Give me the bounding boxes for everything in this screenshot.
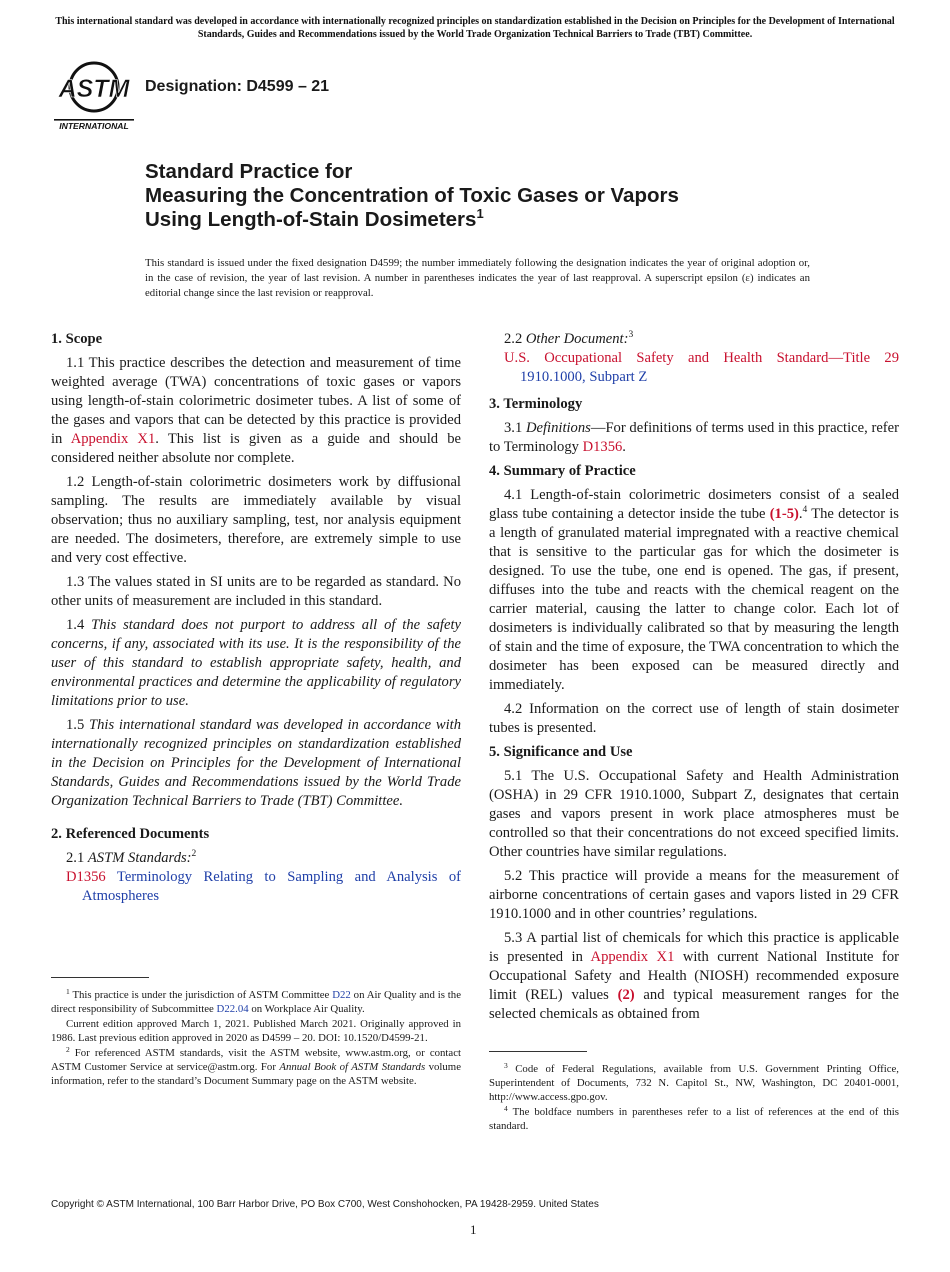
ref-1-5-link[interactable]: (1-5) (769, 506, 799, 522)
top-notice: This international standard was developed in accordance with internationally recognized principles on standardization established in the Decision on Principles for the Development of International Standards, Guides and Recommendations issued by the World Trade Organization Technical Barriers to Trade (TBT) Committee. (55, 16, 895, 40)
copyright: Copyright © ASTM International, 100 Barr Harbor Drive, PO Box C700, West Conshohocken, PA 19428-2959. United States (51, 1199, 599, 1210)
page-number: 1 (470, 1222, 477, 1237)
para-1-5: 1.5 This international standard was developed in accordance with internationally recognized principles on standardization established in the Decision on Principles for the Development of International Standards, Guides and Recommendations issued by the World Trade Organization Technical Barriers to Trade (TBT) Committee. (51, 717, 462, 809)
left-column (51, 330, 461, 911)
document-title (145, 160, 845, 232)
d1356-title-link[interactable]: Terminology Relating to Sampling and Analysis of Atmospheres (82, 869, 462, 904)
para-1-2: 1.2 Length-of-stain colorimetric dosimeters work by diffusional sampling. The results are immediately available by visual observation; thus no auxiliary sampling, test, nor analysis equipment are needed. The dosimeters, therefore, are extremely simple to use and very cost effective. (51, 474, 461, 566)
footnote-rule-right (489, 1051, 587, 1052)
designation-label: Designation: (145, 78, 242, 95)
title-line-3: Using Length-of-Stain Dosimeters$^1$ (145, 206, 484, 231)
para-4-1: 4.1 Length-of-stain colorimetric dosimeters consist of a sealed glass tube containing a detector inside the tube (1-5).$^4$ The detector is a length of granulated material impregnated with a reactive chemical that is sensitive to the particular gas for which the dosimeter is designed. To use the tube, one end is opened. The gas, if present, diffuses into the tube and reacts with the chemical reagent on the carrier material, causing the latter to change color. Each lot of dosimeters is individually calibrated so that by measuring the length of stain and the time of exposure, the TWA concentration to which the dosimeter has been exposed can be measured directly and immediately. (489, 487, 899, 693)
d22-link[interactable]: D22 (332, 989, 351, 1001)
footnote-ref-3[interactable]: 3 (628, 330, 634, 340)
para-5-2: 5.2 This practice will provide a means for the measurement of airborne concentrations of certain gases and vapors listed in 29 CFR 1910.1000 and in other countries’ regulations. (489, 868, 899, 922)
title-footnote-ref[interactable]: 1 (476, 206, 484, 221)
d1356-terminology-link[interactable]: D1356 (582, 439, 623, 455)
right-column (489, 330, 899, 1029)
para-1-1: 1.1 This practice describes the detection and measurement of time weighted average (TWA) concentrations of toxic gases or vapors using length-of-stain colorimetric dosimeter tubes. A list of some of the gases and vapors that can be detected by this practice is provided in Appendix X1. This list is given as a guide and should be considered neither absolute nor complete. (51, 355, 462, 466)
para-4-2: 4.2 Information on the correct use of length of stain dosimeter tubes is presented. (489, 701, 899, 736)
designation (145, 78, 329, 96)
ref-2-link[interactable]: (2) (617, 987, 635, 1003)
issue-note: This standard is issued under the fixed designation D4599; the number immediately following the designation indicates the year of original adoption or, in the case of revision, the year of last revision. A number in parentheses indicates the year of last reapproval. A superscript epsilon (ε) indicates an editorial change since the last revision or reapproval. (145, 257, 810, 299)
title-line-1: Standard Practice for (145, 160, 353, 183)
footnote-ref-2[interactable]: 2 (191, 849, 197, 859)
para-5-3: 5.3 A partial list of chemicals for which this practice is applicable is presented in Appendix X1 with current National Institute for Occupational Safety and Health (NIOSH) recommended exposure limit (REL) values (2) and typical measurement ranges for the selected chemicals as obtained from (489, 930, 899, 1022)
section-heading-summary: 4. Summary of Practice (489, 463, 636, 479)
footnote-2: $^2$ For referenced ASTM standards, visit the ASTM website, www.astm.org, or contact ASTM Customer Service at service@astm.org. For Annual Book of ASTM Standards volume information, refer to the standard’s Document Summary page on the ASTM website. (51, 1045, 461, 1087)
footnote-1: $^1$ This practice is under the jurisdiction of ASTM Committee D22 on Air Quality and is the direct responsibility of Subcommittee D22.04 on Workplace Air Quality. (51, 987, 461, 1015)
appendix-x1-link[interactable]: Appendix X1 (70, 431, 156, 447)
para-2-1: 2.1 ASTM Standards:$^2$ (66, 849, 197, 866)
section-heading-scope: 1. Scope (51, 331, 103, 347)
section-heading-referenced: 2. Referenced Documents (51, 826, 210, 842)
logo-text: ASTM (58, 75, 130, 103)
section-heading-significance: 5. Significance and Use (489, 744, 633, 760)
title-line-2: Measuring the Concentration of Toxic Gases or Vapors (145, 184, 679, 207)
osha-standard-link[interactable]: U.S. Occupational Safety and Health Standard—Title 29 (504, 350, 899, 366)
para-1-4: 1.4 This standard does not purport to address all of the safety concerns, if any, associated with its use. It is the responsibility of the user of this standard to establish appropriate safety, health, and environmental practices and determine the applicability of regulatory limitations prior to use. (51, 617, 461, 709)
para-3-1: 3.1 Definitions—For definitions of terms used in this practice, refer to Terminology D1356. (489, 420, 900, 455)
section-heading-terminology: 3. Terminology (489, 396, 583, 412)
para-5-1: 5.1 The U.S. Occupational Safety and Health Administration (OSHA) in 29 CFR 1910.1000, Subpart Z, designates that certain gases and vapors present in work place atmospheres must be controlled so that their concentrations do not exceed specified limits. Other countries have similar regulations. (489, 768, 899, 860)
d1356-link[interactable]: D1356 (66, 869, 106, 885)
osha-1910-link[interactable]: 1910.1000 (520, 369, 583, 385)
footnotes-right (489, 1062, 899, 1134)
footnote-1-edition: Current edition approved March 1, 2021. Published March 2021. Originally approved in 1986. Last previous edition approved in 2020 as D4599 – 20. DOI: 10.1520/D4599-21. (51, 1018, 461, 1044)
footnote-4: $^4$ The boldface numbers in parentheses refer to a list of references at the end of this standard. (489, 1104, 899, 1132)
subpart-z-link[interactable]: , Subpart Z (582, 369, 648, 385)
ref-d1356 (51, 868, 461, 906)
astm-logo (54, 57, 134, 131)
appendix-x1-link-2[interactable]: Appendix X1 (590, 949, 675, 965)
designation-code: D4599 – 21 (246, 78, 330, 95)
footnote-rule-left (51, 977, 149, 978)
footnote-ref-4[interactable]: 4 (802, 505, 808, 515)
ref-osha (489, 349, 899, 387)
footnote-3: $^3$ Code of Federal Regulations, available from U.S. Government Printing Office, Superintendent of Documents, 732 N. Capitol St., NW, Washington, DC 20401-0001, http://www.access.gpo.gov. (489, 1061, 899, 1103)
para-1-3: 1.3 The values stated in SI units are to be regarded as standard. No other units of measurement are included in this standard. (51, 574, 461, 609)
para-2-2: 2.2 Other Document:$^3$ (504, 330, 634, 347)
logo-subtext: INTERNATIONAL (59, 121, 129, 131)
d22-04-link[interactable]: D22.04 (216, 1003, 249, 1015)
footnotes-left (51, 988, 461, 1089)
